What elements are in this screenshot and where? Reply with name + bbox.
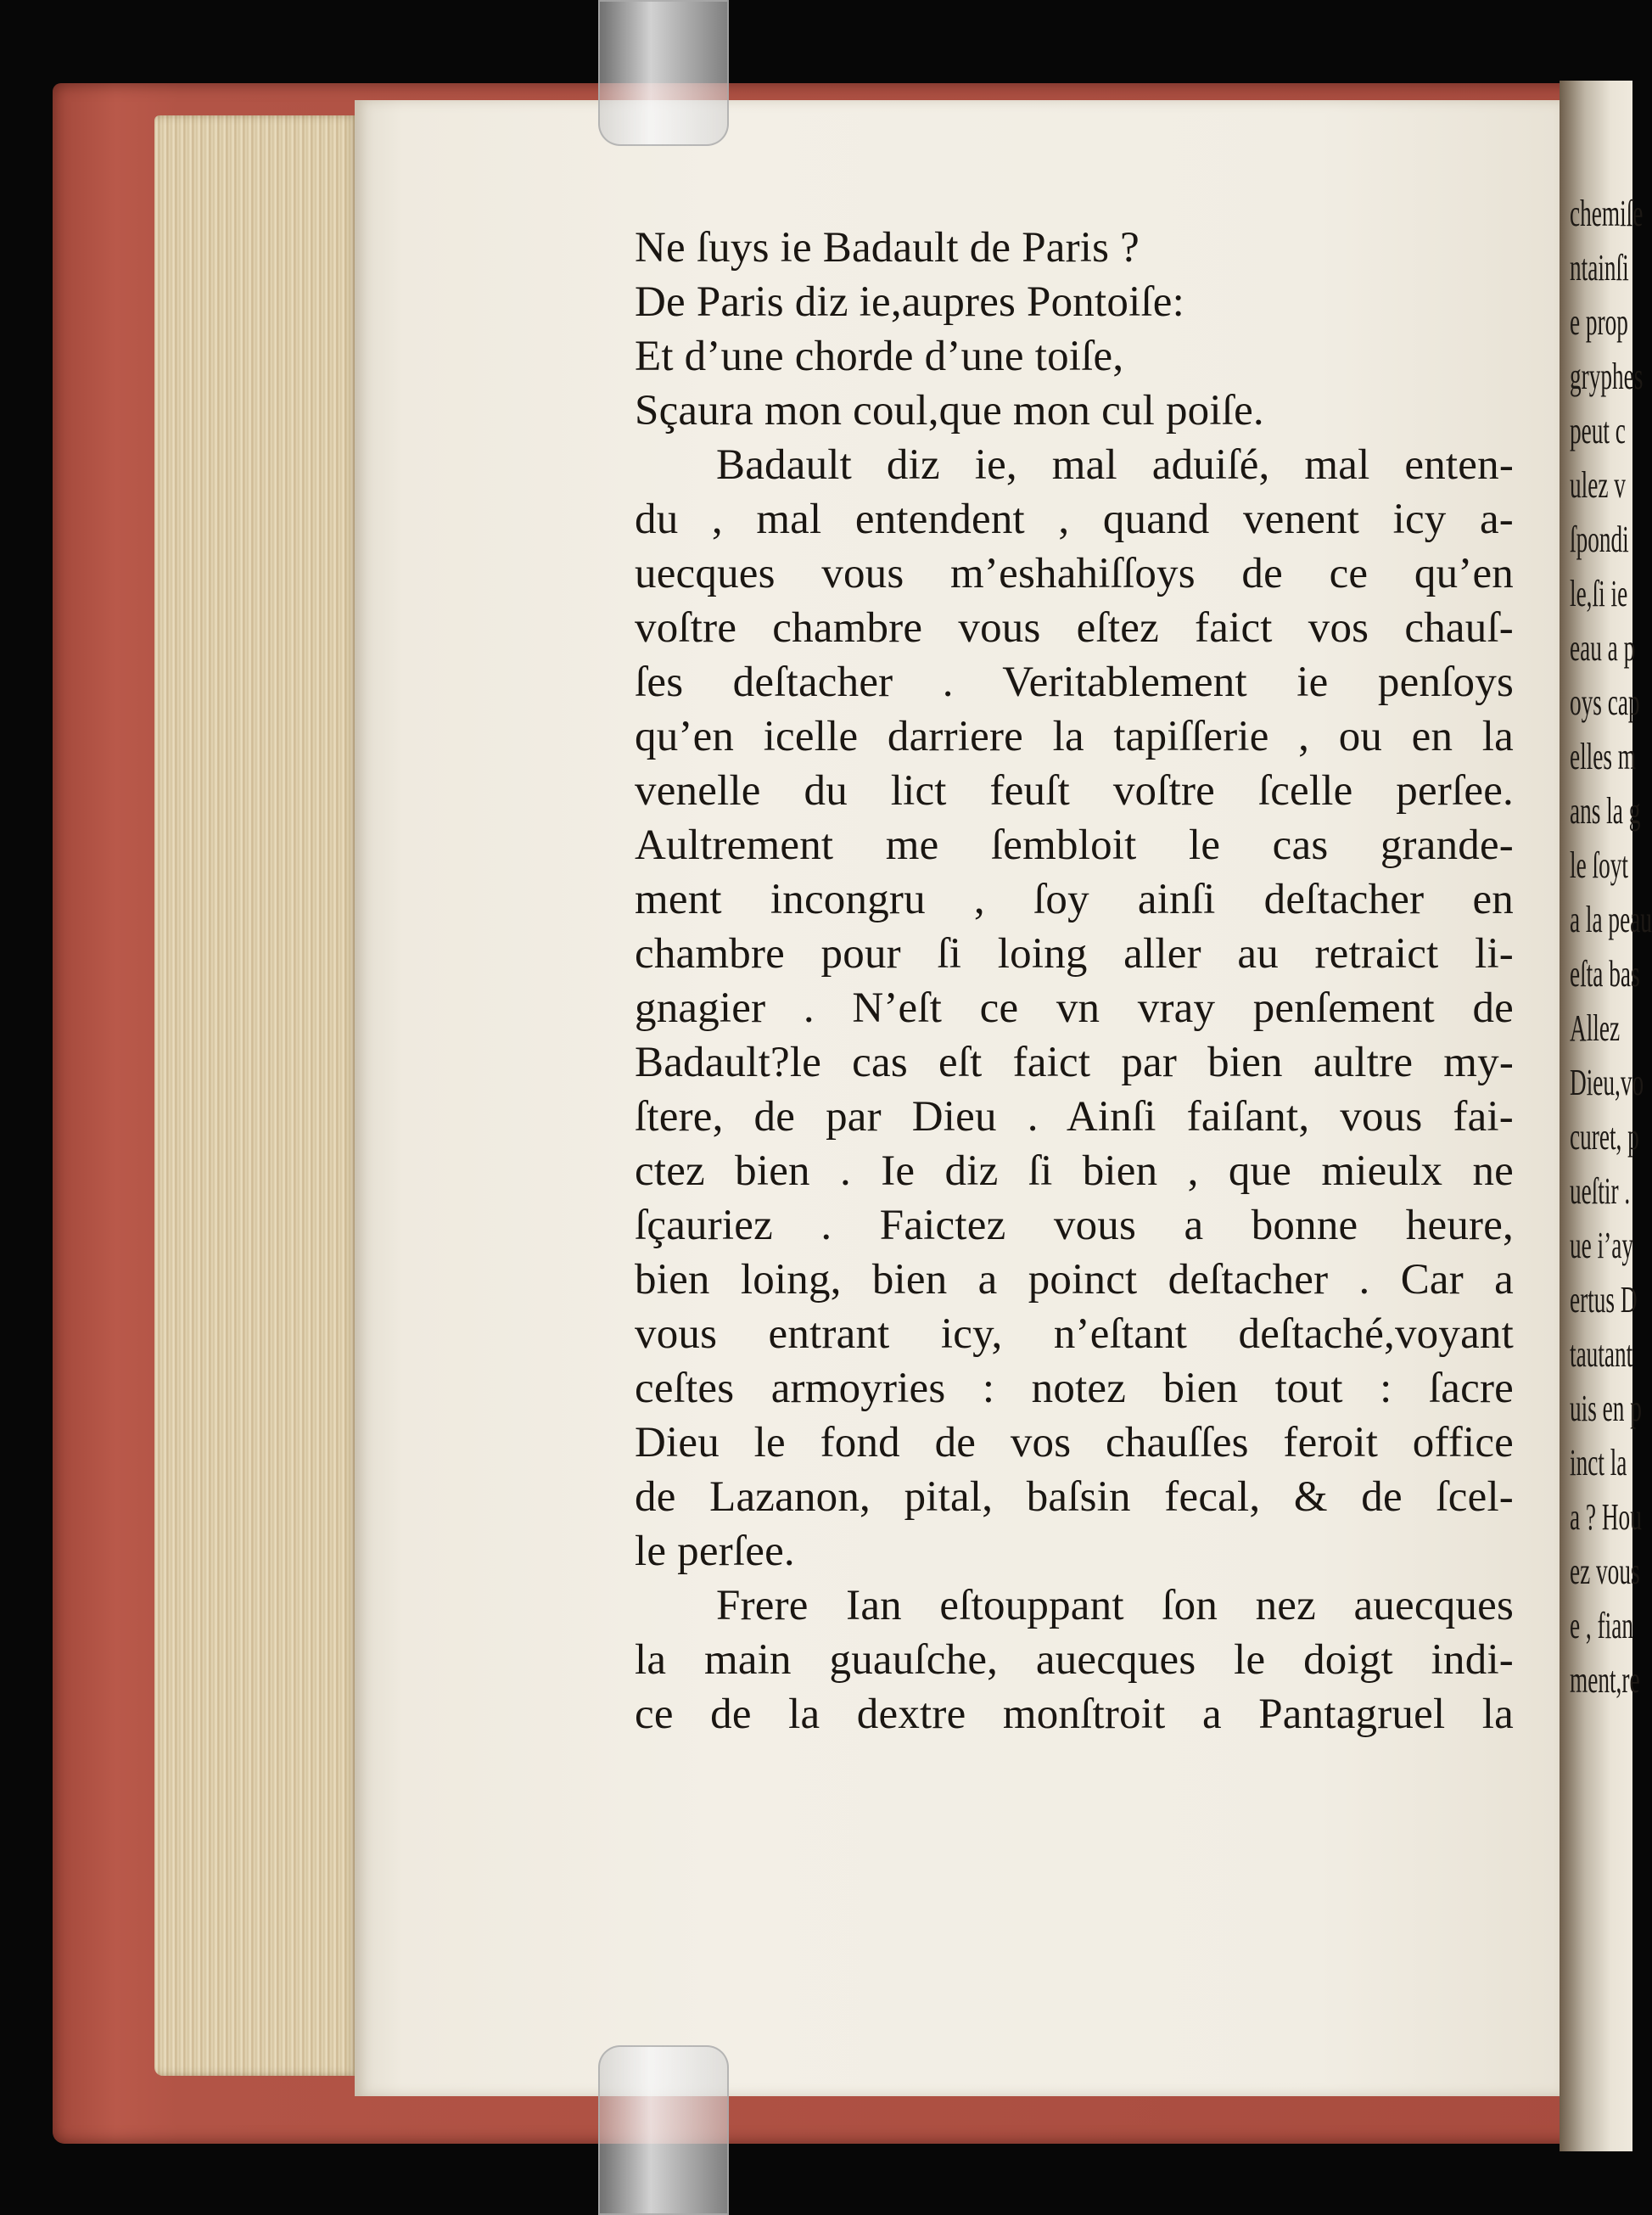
text-line: ctez bien . Ie diz ſi bien , que mieulx ne xyxy=(635,1147,1514,1195)
text-line: Ne ſuys ie Badault de Paris ? xyxy=(635,224,1140,272)
text-line: ceſtes armoyries : notez bien tout : ſacre xyxy=(635,1365,1514,1412)
facing-fragment: le,ſi ie xyxy=(1570,573,1628,614)
facing-fragment: Dieu,vo xyxy=(1570,1062,1644,1103)
text-line: qu’en icelle darriere la tapiſſerie , ou en la xyxy=(635,713,1514,760)
text-line: Badault?le cas eſt faict par bien aultre my- xyxy=(635,1039,1514,1086)
facing-fragment: ertus D xyxy=(1570,1279,1638,1321)
text-line: gnagier . N’eſt ce vn vray penſement de xyxy=(635,984,1514,1032)
facing-fragment: ment,re xyxy=(1570,1659,1640,1701)
facing-fragment: e prop xyxy=(1570,301,1628,343)
facing-fragment: oys cap xyxy=(1570,681,1640,723)
facing-fragment: Allez xyxy=(1570,1007,1621,1049)
facing-fragment: a ? Hou xyxy=(1570,1496,1642,1538)
text-line: bien loing, bien a poinct deſtacher . Car a xyxy=(635,1256,1514,1304)
text-line: Dieu le fond de vos chauſſes feroit office xyxy=(635,1419,1514,1466)
facing-fragment: ſpondi xyxy=(1570,519,1629,560)
text-line: le perſee. xyxy=(635,1528,795,1575)
text-line: ment incongru , ſoy ainſi deſtacher en xyxy=(635,876,1514,923)
facing-fragment: eſta bas xyxy=(1570,953,1640,995)
facing-fragment: e , fian xyxy=(1570,1605,1633,1646)
text-line: Badault diz ie, mal aduiſé, mal enten- xyxy=(716,441,1514,489)
facing-fragment: ans la g xyxy=(1570,790,1641,832)
text-line: De Paris diz ie,aupres Pontoiſe: xyxy=(635,278,1185,326)
facing-fragment: ez vous xyxy=(1570,1550,1640,1592)
facing-fragment: elles m xyxy=(1570,736,1637,777)
text-line: ſçauriez . Faictez vous a bonne heure, xyxy=(635,1202,1514,1249)
facing-fragment: curet, p xyxy=(1570,1116,1639,1158)
text-line: ſtere, de par Dieu . Ainſi faiſant, vous fai- xyxy=(635,1093,1514,1141)
text-line: de Lazanon, pital, baſsin fecal, & de ſcel- xyxy=(635,1473,1514,1521)
page-clip-top xyxy=(598,0,729,146)
facing-fragment: peut c xyxy=(1570,410,1626,451)
text-line: du , mal entendent , quand venent icy a- xyxy=(635,496,1514,543)
text-line: la main guauſche, auecques le doigt indi- xyxy=(635,1636,1514,1684)
text-line: venelle du lict feuſt voſtre ſcelle perſee. xyxy=(635,767,1514,815)
facing-fragment: tautant xyxy=(1570,1333,1633,1375)
facing-fragment: ntainſi xyxy=(1570,247,1629,289)
facing-fragment: eau a p xyxy=(1570,627,1636,669)
facing-fragment: ulez v xyxy=(1570,464,1626,506)
text-line: uecques vous m’eshahiſſoys de ce qu’en xyxy=(635,550,1514,597)
text-line: chambre pour ſi loing aller au retraict li- xyxy=(635,930,1514,978)
facing-fragment: uis en p xyxy=(1570,1388,1642,1429)
text-line: voſtre chambre vous eſtez faict vos chauſ- xyxy=(635,604,1514,652)
text-line: Et d’une chorde d’une toiſe, xyxy=(635,333,1124,380)
page-clip-bottom xyxy=(598,2045,729,2215)
text-line: ſes deſtacher . Veritablement ie penſoys xyxy=(635,659,1514,706)
facing-fragment: ueſtir . xyxy=(1570,1170,1631,1212)
text-line: vous entrant icy, n’eſtant deſtaché,voyant xyxy=(635,1310,1514,1358)
facing-fragment: a la peau xyxy=(1570,899,1652,940)
text-line: Sçaura mon coul,que mon cul poiſe. xyxy=(635,387,1264,435)
text-line: ce de la dextre monſtroit a Pantagruel la xyxy=(635,1691,1514,1738)
page-edges xyxy=(154,115,358,2076)
facing-fragment: gryphes xyxy=(1570,356,1644,397)
facing-fragment: chemiſe xyxy=(1570,193,1644,234)
facing-fragment: inct la xyxy=(1570,1442,1627,1483)
facing-fragment: ue i’ay xyxy=(1570,1225,1633,1266)
facing-page-text xyxy=(1570,188,1652,1716)
text-line: Frere Ian eſtouppant ſon nez auecques xyxy=(716,1582,1514,1629)
facing-fragment: le ſoyt xyxy=(1570,844,1628,886)
text-line: Aultrement me ſembloit le cas grande- xyxy=(635,822,1514,869)
